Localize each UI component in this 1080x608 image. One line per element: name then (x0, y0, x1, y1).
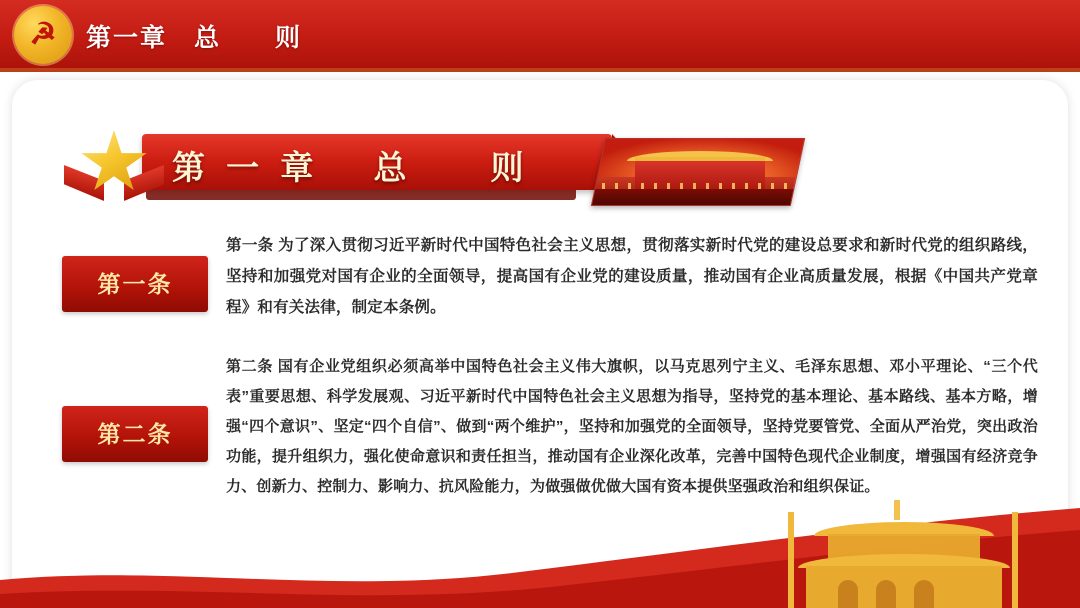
chapter-banner-title: 第 一 章 总 则 (172, 149, 530, 186)
hammer-sickle-icon: ☭ (29, 18, 57, 51)
tiananmen-photo (591, 138, 805, 206)
photo-base (591, 189, 805, 205)
article-text-1: 第一条 为了深入贯彻习近平新时代中国特色社会主义思想，贯彻落实新时代党的建设总要求和新时代党的组织路线，坚持和加强党对国有企业的全面领导，提高国有企业党的建设质量，推动国有企业高质量发展，根据《中国共产党章程》和有关法律，制定本条例。 (226, 237, 1038, 316)
gold-star-icon (68, 126, 164, 200)
chapter-banner (50, 118, 810, 200)
header-bar (0, 0, 1080, 72)
content-panel (12, 80, 1068, 600)
article-label-1: 第一条 (62, 256, 208, 312)
article-label-2: 第二条 (62, 406, 208, 462)
page-title: 第一章 总 则 (86, 24, 303, 52)
photo-inner (591, 139, 805, 205)
article-text-2: 第二条 国有企业党组织必须高举中国特色社会主义伟大旗帜，以马克思列宁主义、毛泽东思想、邓小平理论、“三个代表”重要思想、科学发展观、习近平新时代中国特色社会主义思想为指导，坚持党的基本理论、基本路线、基本方略，增强“四个意识”、坚定“四个自信”、做到“两个维护”，坚持和加强党的全面领导，坚持党要管党、全面从严治党，突出政治功能，提升组织力，强化使命意识和责任担当，推动国有企业深化改革，完善中国特色现代企业制度，增强国有经济竞争力、创新力、控制力、影响力、抗风险能力，为做强做优做大国有资本提供坚强政治和组织保证。 (226, 358, 1038, 495)
party-emblem-icon (14, 6, 74, 66)
